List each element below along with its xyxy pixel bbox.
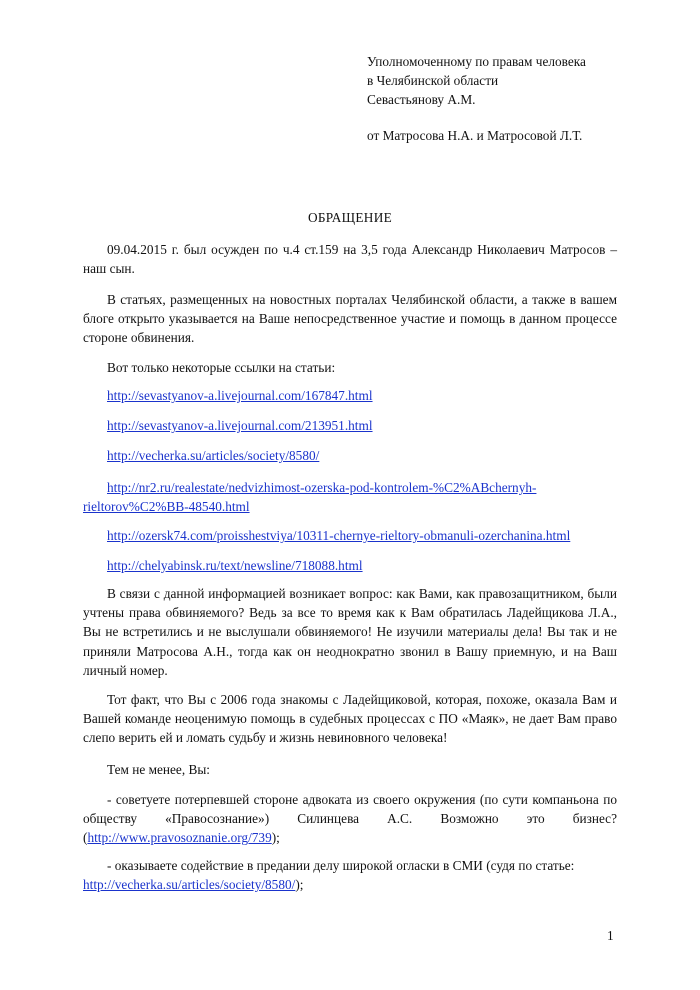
article-link-4-part2[interactable]: rieltorov%C2%BB-48540.html <box>83 499 250 515</box>
link-item-4 <box>83 478 617 516</box>
page-number: 1 <box>607 928 614 943</box>
paragraph-question: В связи с данной информацией возникает вопрос: как Вами, как правозащитником, были учтены права обвиняемого? Ведь за все то время как к Вам обратилась Ладейщикова Л.А., Вы не встретились и не выслушали обвиняемого! Не изучили материалы дела! Вы так и не приняли Матросова А.Н., тогда как он неоднократно звонил в Вашу приемную, и на Ваш личный номер. <box>83 586 617 678</box>
article-link-4-part1[interactable]: http://nr2.ru/realestate/nedvizhimost-ozerska-pod-kontrolem-%C2%ABchernyh- <box>107 480 537 495</box>
paragraph-lawyer-advice <box>83 790 617 848</box>
article-link-2[interactable]: http://sevastyanov-a.livejournal.com/213951.html <box>107 418 373 433</box>
recipient-line-2: в Челябинской области <box>367 73 499 88</box>
vecherka-link[interactable]: http://vecherka.su/articles/society/8580/ <box>83 877 296 893</box>
article-link-5[interactable]: http://ozersk74.com/proisshestviya/10311-chernye-rieltory-obmanuli-ozerchanina.html <box>107 528 571 543</box>
media-publicity-text: - оказываете содействие в предании делу широкой огласки в СМИ (судя по статье: <box>107 858 575 873</box>
link-item-1 <box>83 386 617 405</box>
document-title: ОБРАЩЕНИЕ <box>307 210 393 225</box>
paragraph-nevertheless: Тем не менее, Вы: <box>107 762 210 777</box>
link-item-3 <box>83 446 617 465</box>
link-item-6 <box>83 556 617 575</box>
recipient-line-1: Уполномоченному по правам человека <box>367 54 586 69</box>
sender-line: от Матросова Н.А. и Матросовой Л.Т. <box>367 128 583 143</box>
recipient-block <box>367 52 586 109</box>
lawyer-advice-text: - советуете потерпевшей стороне адвоката из своего окружения (по сути компаньона по обществу «Правосознание») Силинцева А.С. Возможно это бизнес? ( <box>83 792 617 846</box>
media-publicity-end: ); <box>295 877 304 893</box>
article-link-6[interactable]: http://chelyabinsk.ru/text/newsline/718088.html <box>107 558 363 573</box>
paragraph-acquaintance: Тот факт, что Вы с 2006 года знакомы с Ладейщиковой, которая, похоже, оказала Вам и Вашей команде неоценимую помощь в судебных процессах с ПО «Маяк», не дает Вам право слепо верить ей и ломать судьбу и жизнь невиновного человека! <box>83 692 617 746</box>
paragraph-articles: В статьях, размещенных на новостных порталах Челябинской области, а также в вашем блоге открыто указывается на Ваше непосредственное участие и помощь в данном процессе стороне обвинения. <box>83 292 617 346</box>
paragraph-links-intro: Вот только некоторые ссылки на статьи: <box>107 360 336 375</box>
article-link-3[interactable]: http://vecherka.su/articles/society/8580/ <box>107 448 320 463</box>
link-item-5 <box>83 526 617 545</box>
article-link-1[interactable]: http://sevastyanov-a.livejournal.com/167847.html <box>107 388 373 403</box>
pravosoznanie-link[interactable]: http://www.pravosoznanie.org/739 <box>87 830 272 846</box>
paragraph-conviction: 09.04.2015 г. был осужден по ч.4 ст.159 на 3,5 года Александр Николаевич Матросов – наш сын. <box>83 242 617 277</box>
link-item-2 <box>83 416 617 435</box>
lawyer-advice-end: ); <box>271 830 280 846</box>
paragraph-media-publicity <box>83 856 617 894</box>
recipient-line-3: Севастьянову А.М. <box>367 92 476 107</box>
